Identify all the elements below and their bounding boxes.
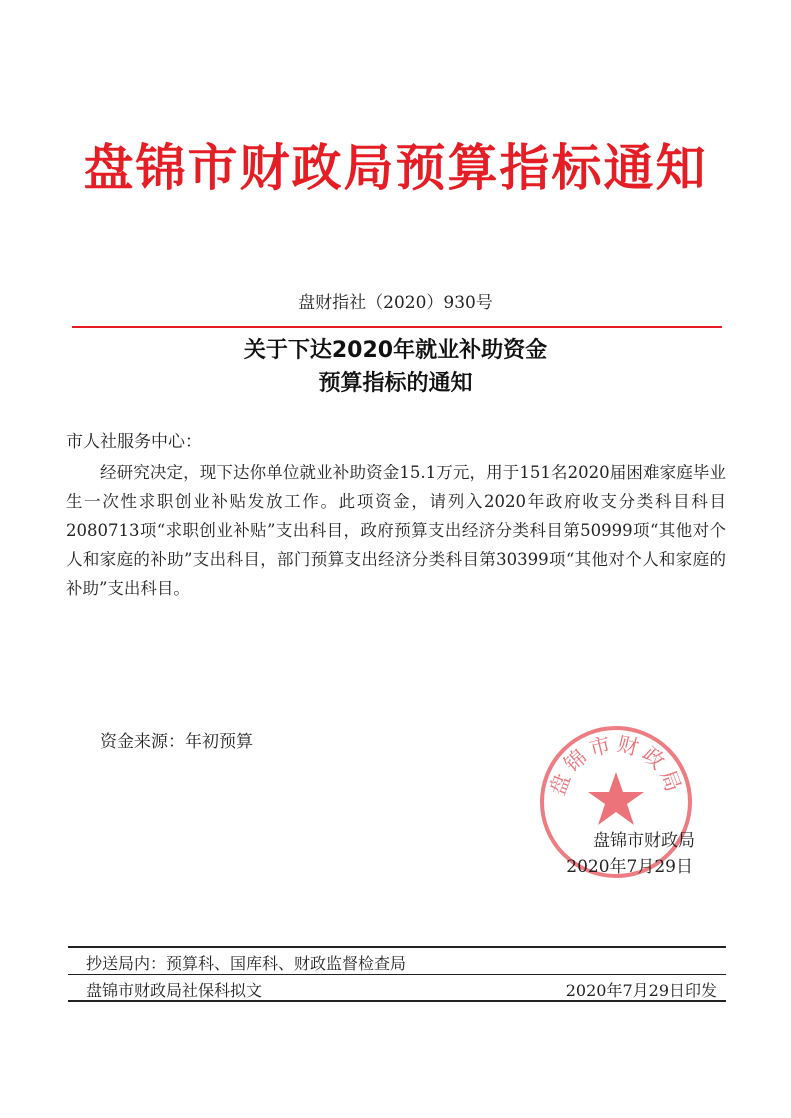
red-separator-line [72, 326, 722, 328]
seal-text: 盘锦市财政局 [545, 731, 687, 799]
addressee: 市人社服务中心： [66, 432, 202, 452]
body-paragraph: 经研究决定，现下达你单位就业补助资金15.1万元，用于151名2020届困难家庭毕业生一次性求职创业补贴发放工作。此项资金，请列入2020年政府收支分类科目科目2080713项“求职创业补贴”支出科目，政府预算支出经济分类科目第50999项“其他对个人和家庭的补助”支出科目，部门预算支出经济分类科目第30399项“其他对个人和家庭的补助”支出科目。 [66, 463, 726, 598]
issue-date: 2020年7月29日 [566, 857, 693, 877]
document-header-title: 盘锦市财政局预算指标通知 [83, 139, 708, 197]
footer-rule-bottom [68, 1000, 726, 1002]
document-subject [0, 334, 791, 400]
subject-line-2: 预算指标的通知 [318, 371, 473, 396]
issuer-name: 盘锦市财政局 [593, 831, 695, 851]
document-number: 盘财指社（2020）930号 [298, 293, 493, 313]
drafting-office: 盘锦市财政局社保科拟文 [86, 981, 263, 1000]
footer-rule-middle [68, 974, 726, 975]
fund-source: 资金来源：年初预算 [100, 732, 253, 752]
footer-rule-top [68, 946, 726, 948]
print-date: 2020年7月29日印发 [565, 981, 717, 1000]
cc-recipients: 抄送局内：预算科、国库科、财政监督检查局 [86, 954, 407, 973]
subject-line-1: 关于下达2020年就业补助资金 [243, 338, 548, 363]
